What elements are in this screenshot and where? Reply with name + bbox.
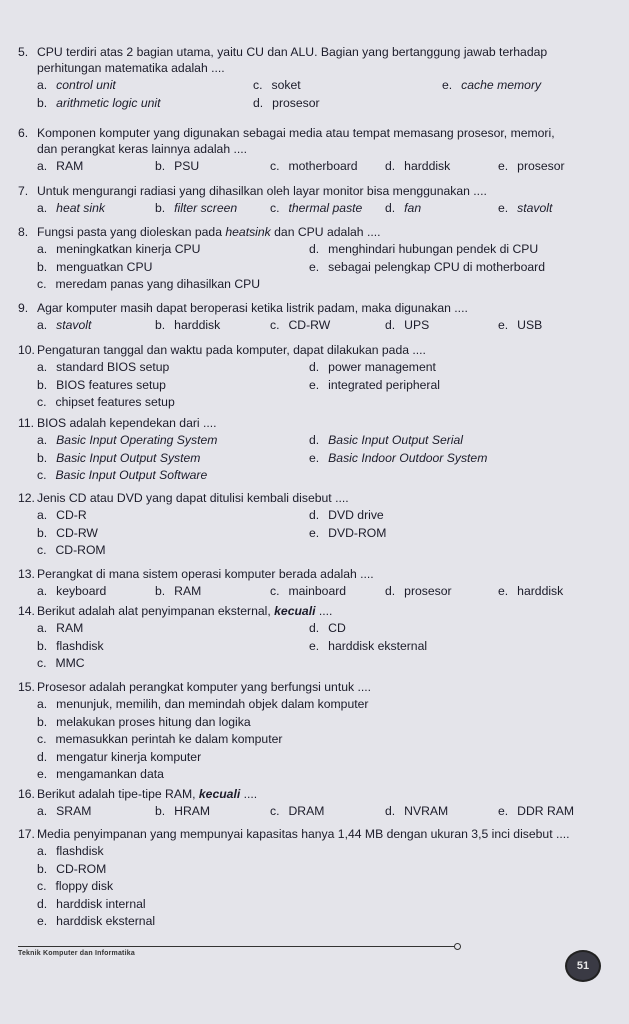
option-e — [442, 77, 541, 93]
option-text: flashdisk — [56, 638, 104, 653]
option-row — [0, 748, 629, 766]
option-c — [270, 317, 330, 333]
option-row — [0, 506, 629, 524]
option-letter: c. — [270, 584, 280, 598]
option-row — [0, 541, 629, 559]
option-row — [0, 94, 629, 112]
option-b — [155, 158, 199, 174]
option-letter: c. — [37, 879, 47, 893]
option-b — [155, 200, 237, 216]
question-text: heatsink — [225, 225, 271, 239]
question-number: 15. — [18, 680, 35, 694]
option-b — [37, 714, 251, 730]
option-text: memasukkan perintah ke dalam komputer — [55, 732, 283, 746]
option-text: Basic Input Output Serial — [328, 433, 463, 447]
option-row — [0, 466, 629, 484]
option-text: prosesor — [517, 159, 565, 173]
option-text: DDR RAM — [517, 804, 575, 818]
option-b — [37, 377, 166, 393]
footer-rule — [18, 946, 456, 947]
option-text: power management — [328, 360, 436, 374]
option-letter: e. — [309, 259, 320, 274]
question-stem — [0, 826, 629, 842]
option-row — [0, 842, 629, 860]
option-b — [155, 803, 210, 819]
question-stem — [0, 224, 629, 240]
question-stem — [0, 342, 629, 358]
option-letter: c. — [253, 78, 263, 92]
option-c — [270, 200, 362, 216]
option-e — [309, 450, 487, 466]
option-letter: e. — [309, 450, 320, 465]
option-d — [309, 507, 384, 523]
option-e — [37, 913, 155, 929]
option-c — [270, 803, 324, 819]
question-number: 11. — [18, 416, 35, 430]
option-letter: d. — [309, 621, 320, 635]
question-stem — [0, 300, 629, 316]
option-row — [0, 582, 629, 600]
option-text: harddisk internal — [56, 896, 146, 911]
question-text: .... — [240, 787, 258, 801]
option-d — [309, 432, 463, 448]
option-a — [37, 241, 200, 257]
question-10 — [0, 342, 629, 411]
option-text: integrated peripheral — [328, 377, 440, 392]
option-a — [37, 843, 104, 859]
option-row — [0, 199, 629, 217]
option-row — [0, 376, 629, 394]
option-b — [37, 450, 200, 466]
question-stem — [0, 786, 629, 802]
option-letter: d. — [37, 749, 48, 764]
option-letter: c. — [37, 656, 47, 670]
option-a — [37, 317, 91, 333]
option-row — [0, 730, 629, 748]
question-stem — [0, 566, 629, 582]
option-text: mengatur kinerja komputer — [56, 749, 202, 764]
option-text: mengamankan data — [56, 767, 164, 781]
option-b — [37, 259, 152, 275]
option-letter: c. — [270, 318, 280, 332]
option-letter: e. — [309, 525, 320, 540]
option-letter: e. — [309, 377, 320, 392]
option-letter: d. — [309, 433, 320, 447]
option-b — [155, 583, 201, 599]
option-text: HRAM — [174, 804, 211, 818]
option-a — [37, 158, 83, 174]
question-number: 10. — [18, 343, 35, 357]
option-letter: b. — [37, 259, 48, 274]
option-text: melakukan proses hitung dan logika — [56, 714, 251, 729]
question-number: 8. — [18, 225, 29, 239]
option-d — [385, 317, 429, 333]
option-text: standard BIOS setup — [56, 360, 170, 374]
question-12 — [0, 490, 629, 559]
option-row — [0, 895, 629, 913]
option-row — [0, 654, 629, 672]
footer-book-title: Teknik Komputer dan Informatika — [18, 950, 135, 957]
option-letter: b. — [37, 638, 48, 653]
question-text: dan CPU adalah .... — [270, 225, 381, 239]
option-d — [385, 158, 450, 174]
question-number: 16. — [18, 787, 35, 801]
option-text: soket — [271, 78, 301, 92]
option-row — [0, 449, 629, 467]
option-letter: b. — [155, 318, 166, 332]
question-number: 17. — [18, 827, 35, 841]
option-a — [37, 583, 106, 599]
option-letter: d. — [37, 896, 48, 911]
option-row — [0, 358, 629, 376]
option-row — [0, 431, 629, 449]
option-text: floppy disk — [55, 879, 114, 893]
option-text: MMC — [55, 656, 85, 670]
option-letter: a. — [37, 78, 48, 92]
option-e — [309, 638, 427, 654]
option-a — [37, 359, 169, 375]
question-9 — [0, 300, 629, 334]
option-text: control unit — [56, 78, 116, 92]
question-15 — [0, 679, 629, 783]
option-text: BIOS features setup — [56, 377, 166, 392]
option-text: meningkatkan kinerja CPU — [56, 242, 201, 256]
option-text: NVRAM — [404, 804, 449, 818]
option-letter: c. — [270, 201, 280, 215]
option-letter: b. — [37, 95, 48, 110]
question-text: Untuk mengurangi radiasi yang dihasilkan oleh layar monitor bisa menggunakan .... — [37, 184, 487, 198]
option-e — [498, 317, 542, 333]
question-number: 5. — [18, 45, 29, 59]
option-letter: b. — [37, 525, 48, 540]
option-text: harddisk — [517, 584, 564, 598]
option-text: harddisk — [404, 159, 451, 173]
option-letter: d. — [309, 242, 320, 256]
option-text: harddisk — [174, 318, 221, 332]
option-text: motherboard — [288, 159, 358, 173]
option-letter: c. — [37, 543, 47, 557]
option-text: prosesor — [404, 584, 452, 598]
option-e — [309, 525, 386, 541]
option-letter: e. — [498, 584, 509, 598]
option-c — [253, 77, 301, 93]
question-text: Komponen komputer yang digunakan sebagai media atau tempat memasang prosesor, memori, — [37, 126, 555, 140]
question-number: 14. — [18, 604, 35, 618]
option-c — [37, 878, 113, 894]
option-row — [0, 393, 629, 411]
option-letter: c. — [37, 395, 47, 409]
option-c — [37, 467, 207, 483]
option-row — [0, 258, 629, 276]
option-c — [37, 394, 175, 410]
question-text: perhitungan matematika adalah .... — [37, 61, 225, 75]
option-row — [0, 695, 629, 713]
option-d — [37, 896, 146, 912]
option-letter: e. — [442, 78, 453, 92]
option-d — [309, 241, 538, 257]
question-17 — [0, 826, 629, 930]
option-letter: b. — [155, 584, 166, 598]
option-row — [0, 637, 629, 655]
option-e — [498, 158, 565, 174]
option-letter: a. — [37, 584, 48, 598]
question-text: CPU terdiri atas 2 bagian utama, yaitu CU dan ALU. Bagian yang bertanggung jawab terhadap — [37, 45, 548, 59]
option-letter: e. — [37, 767, 48, 781]
question-stem — [0, 44, 629, 76]
option-text: Basic Input Operating System — [56, 433, 218, 447]
question-stem — [0, 125, 629, 157]
option-row — [0, 316, 629, 334]
question-stem — [0, 415, 629, 431]
option-letter: b. — [155, 804, 166, 818]
question-text: Berikut adalah tipe-tipe RAM, — [37, 787, 199, 801]
question-7 — [0, 183, 629, 217]
option-row — [0, 275, 629, 293]
option-b — [37, 861, 106, 877]
option-text: RAM — [56, 159, 84, 173]
question-text: kecuali — [198, 787, 241, 801]
option-row — [0, 912, 629, 930]
option-d — [37, 749, 201, 765]
option-text: arithmetic logic unit — [56, 95, 161, 110]
option-text: CD-RW — [56, 525, 98, 540]
question-13 — [0, 566, 629, 600]
option-letter: d. — [253, 95, 264, 110]
option-letter: e. — [498, 159, 509, 173]
option-text: CD-R — [56, 508, 87, 522]
question-14 — [0, 603, 629, 672]
option-c — [37, 542, 106, 558]
option-letter: b. — [155, 159, 166, 173]
question-text: Perangkat di mana sistem operasi komputer berada adalah .... — [37, 567, 374, 581]
option-text: stavolt — [56, 318, 92, 332]
option-text: stavolt — [517, 201, 553, 215]
option-c — [270, 158, 358, 174]
question-text: Pengaturan tanggal dan waktu pada komputer, dapat dilakukan pada .... — [37, 343, 426, 357]
option-b — [37, 95, 161, 111]
option-letter: a. — [37, 844, 48, 858]
option-letter: d. — [309, 508, 320, 522]
option-text: heat sink — [56, 201, 105, 215]
option-d — [309, 620, 346, 636]
option-text: CD — [328, 621, 346, 635]
question-number: 6. — [18, 126, 29, 140]
option-e — [498, 583, 563, 599]
option-letter: a. — [37, 318, 48, 332]
option-letter: a. — [37, 201, 48, 215]
option-text: RAM — [174, 584, 202, 598]
option-c — [37, 731, 282, 747]
option-text: menunjuk, memilih, dan memindah objek dalam komputer — [56, 697, 369, 711]
page-number-badge: 51 — [565, 950, 601, 982]
option-b — [155, 317, 220, 333]
question-text: Fungsi pasta yang dioleskan pada — [37, 225, 226, 239]
option-row — [0, 619, 629, 637]
question-stem — [0, 490, 629, 506]
option-a — [37, 620, 83, 636]
option-letter: a. — [37, 159, 48, 173]
option-text: CD-RW — [288, 318, 331, 332]
question-text: Agar komputer masih dapat beroperasi ketika listrik padam, maka digunakan .... — [37, 301, 468, 315]
option-letter: e. — [498, 318, 509, 332]
question-8 — [0, 224, 629, 293]
option-row — [0, 860, 629, 878]
option-letter: d. — [309, 360, 320, 374]
option-a — [37, 77, 116, 93]
option-a — [37, 200, 105, 216]
option-text: chipset features setup — [55, 395, 175, 409]
option-text: Basic Indoor Outdoor System — [328, 450, 488, 465]
option-letter: a. — [37, 804, 48, 818]
option-row — [0, 713, 629, 731]
option-row — [0, 157, 629, 175]
option-text: harddisk eksternal — [328, 638, 428, 653]
option-a — [37, 432, 217, 448]
option-letter: c. — [37, 732, 47, 746]
option-letter: a. — [37, 697, 48, 711]
question-text: Jenis CD atau DVD yang dapat ditulisi kembali disebut .... — [37, 491, 349, 505]
option-e — [309, 259, 545, 275]
question-16 — [0, 786, 629, 820]
option-text: harddisk eksternal — [56, 914, 156, 928]
option-letter: b. — [37, 450, 48, 465]
option-letter: c. — [270, 804, 280, 818]
option-text: DRAM — [288, 804, 325, 818]
option-text: RAM — [56, 621, 84, 635]
question-text: Prosesor adalah perangkat komputer yang berfungsi untuk .... — [37, 680, 372, 694]
option-text: USB — [517, 318, 543, 332]
question-text: kecuali — [274, 604, 316, 618]
option-d — [309, 359, 436, 375]
option-letter: d. — [385, 804, 396, 818]
question-6 — [0, 125, 629, 175]
option-text: sebagai pelengkap CPU di motherboard — [328, 259, 545, 274]
option-letter: b. — [37, 861, 48, 876]
option-letter: c. — [270, 159, 280, 173]
option-row — [0, 76, 629, 94]
option-c — [37, 655, 85, 671]
option-letter: a. — [37, 508, 48, 522]
option-e — [309, 377, 440, 393]
option-e — [498, 200, 552, 216]
option-text: CD-ROM — [56, 861, 107, 876]
question-11 — [0, 415, 629, 484]
option-row — [0, 240, 629, 258]
option-text: cache memory — [461, 78, 542, 92]
option-letter: d. — [385, 318, 396, 332]
option-letter: b. — [37, 377, 48, 392]
option-text: Basic Input Output Software — [55, 468, 208, 482]
option-text: SRAM — [56, 804, 92, 818]
option-text: Basic Input Output System — [56, 450, 201, 465]
option-letter: c. — [37, 277, 47, 291]
option-letter: a. — [37, 360, 48, 374]
option-text: keyboard — [56, 584, 107, 598]
question-stem — [0, 679, 629, 695]
option-text: flashdisk — [56, 844, 104, 858]
option-row — [0, 524, 629, 542]
option-d — [385, 583, 452, 599]
option-letter: e. — [498, 201, 509, 215]
question-number: 12. — [18, 491, 35, 505]
option-text: thermal paste — [288, 201, 363, 215]
option-text: UPS — [404, 318, 430, 332]
option-row — [0, 877, 629, 895]
option-a — [37, 803, 91, 819]
question-stem — [0, 603, 629, 619]
option-letter: a. — [37, 621, 48, 635]
option-d — [253, 95, 320, 111]
option-row — [0, 765, 629, 783]
question-5 — [0, 44, 629, 111]
option-letter: a. — [37, 242, 48, 256]
question-number: 9. — [18, 301, 29, 315]
option-letter: c. — [37, 468, 47, 482]
option-c — [270, 583, 346, 599]
question-number: 13. — [18, 567, 35, 581]
option-letter: e. — [37, 914, 48, 928]
option-letter: d. — [385, 159, 396, 173]
option-text: menguatkan CPU — [56, 259, 153, 274]
option-text: fan — [404, 201, 422, 215]
option-letter: b. — [155, 201, 166, 215]
option-c — [37, 276, 260, 292]
option-b — [37, 525, 98, 541]
option-letter: d. — [385, 584, 396, 598]
question-stem — [0, 183, 629, 199]
option-letter: d. — [385, 201, 396, 215]
question-text: dan perangkat keras lainnya adalah .... — [37, 142, 248, 156]
question-text: .... — [315, 604, 333, 618]
option-letter: b. — [37, 714, 48, 729]
footer-rule-endpoint — [454, 943, 461, 950]
option-text: mainboard — [288, 584, 347, 598]
option-a — [37, 507, 87, 523]
option-text: DVD drive — [328, 508, 384, 522]
option-text: DVD-ROM — [328, 525, 387, 540]
option-row — [0, 802, 629, 820]
option-text: filter screen — [174, 201, 238, 215]
option-letter: e. — [498, 804, 509, 818]
question-text: Media penyimpanan yang mempunyai kapasitas hanya 1,44 MB dengan ukuran 3,5 inci disebut .... — [37, 827, 570, 841]
option-e — [37, 766, 164, 782]
option-text: prosesor — [272, 95, 320, 110]
option-text: CD-ROM — [55, 543, 106, 557]
question-text: BIOS adalah kependekan dari .... — [37, 416, 217, 430]
option-d — [385, 200, 421, 216]
option-text: PSU — [174, 159, 200, 173]
option-b — [37, 638, 104, 654]
option-d — [385, 803, 448, 819]
option-a — [37, 696, 368, 712]
option-text: meredam panas yang dihasilkan CPU — [55, 277, 261, 291]
question-text: Berikut adalah alat penyimpanan eksternal, — [37, 604, 275, 618]
option-text: menghindari hubungan pendek di CPU — [328, 242, 539, 256]
question-number: 7. — [18, 184, 29, 198]
option-e — [498, 803, 574, 819]
option-letter: a. — [37, 433, 48, 447]
option-letter: e. — [309, 638, 320, 653]
